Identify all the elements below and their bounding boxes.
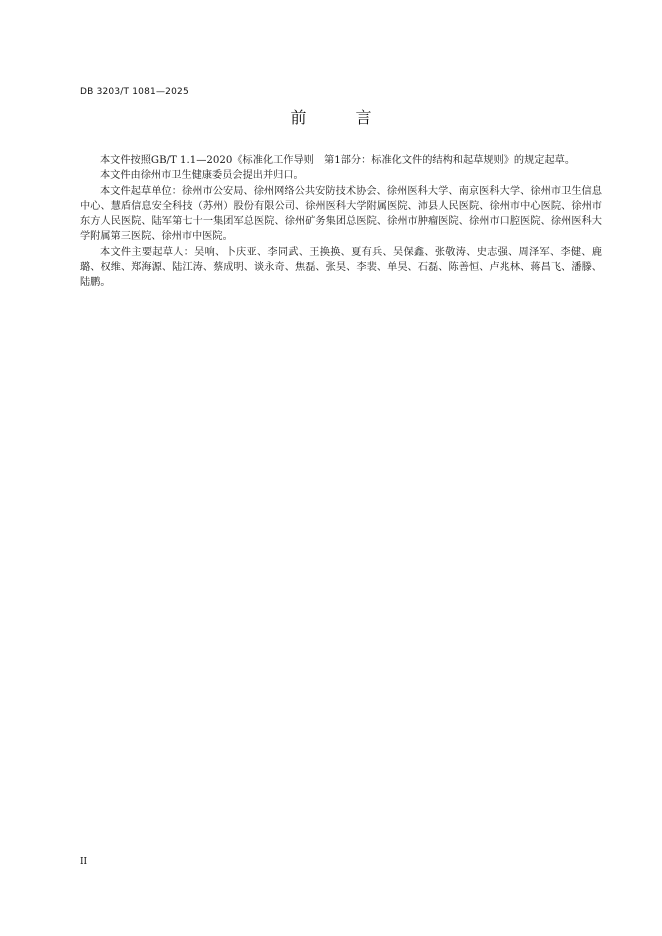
document-code: DB 3203/T 1081—2025 [80, 87, 189, 97]
paragraph-drafters: 本文件主要起草人：吴响、卜庆亚、李同武、王换换、夏有兵、吴保鑫、张敬涛、史志强、周泽军、李健、鹿璐、权维、郑海源、陆江涛、蔡成明、谈永奇、焦磊、张昊、李裴、单昊、石磊、陈善恒、卢兆林、蒋昌飞、潘滕、陆鹏。 [80, 246, 602, 289]
foreword-body [80, 153, 602, 291]
page-number: II [80, 857, 88, 867]
paragraph-drafting-rules: 本文件按照GB/T 1.1—2020《标准化工作导则 第1部分：标准化文件的结构和起草规则》的规定起草。 [100, 155, 576, 166]
paragraph-proposer: 本文件由徐州市卫生健康委员会提出并归口。 [100, 170, 304, 182]
paragraph-drafting-units: 本文件起草单位：徐州市公安局、徐州网络公共安防技术协会、徐州医科大学、南京医科大学、徐州市卫生信息中心、慧盾信息安全科技（苏州）股份有限公司、徐州医科大学附属医院、沛县人民医院、徐州市中心医院、徐州市东方人民医院、陆军第七十一集团军总医院、徐州矿务集团总医院、徐州市肿瘤医院、徐州市口腔医院、徐州医科大学附属第三医院、徐州市中医院。 [80, 185, 602, 243]
page-title: 前 言 [290, 108, 394, 127]
